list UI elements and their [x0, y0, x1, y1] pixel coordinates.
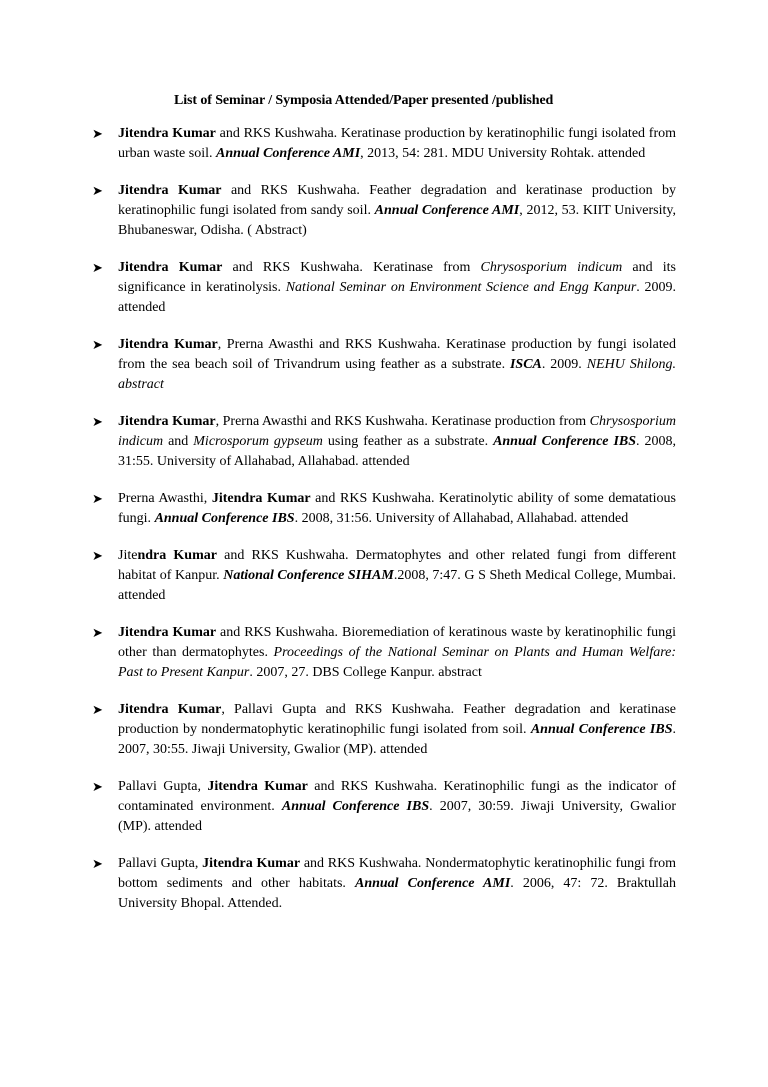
entry-author-bold: ndra Kumar — [137, 548, 217, 563]
entry-author-bold: Jitendra Kumar — [118, 260, 223, 275]
entry-pre: Pallavi Gupta, — [118, 856, 203, 871]
entry-text: . Bioremediation of keratinous waste by keratinophilic fungi other than dermatophytes. — [118, 625, 677, 660]
entry-tail: . 2008, 31:56. University of Allahabad, Allahabad. attended — [294, 511, 629, 526]
entry-author-bold: Jitendra Kumar — [118, 625, 217, 640]
entry-text: . Feather degradation and keratinase production by keratinophilic fungi isolated from sandy soil. — [118, 183, 676, 218]
entry-venue: Annual Conference IBS — [493, 434, 637, 449]
entry-authors: and RKS Kushwaha — [216, 548, 346, 563]
list-item — [92, 412, 676, 472]
entry-author-bold: Jitendra Kumar — [207, 779, 308, 794]
page-title: List of Seminar / Symposia Attended/Paper presented /published — [174, 93, 554, 108]
entry-venue: Annual Conference AMI — [354, 876, 511, 891]
entry-venue: Annual Conference AMI — [374, 203, 520, 218]
entry-venue: Annual Conference IBS — [154, 511, 295, 526]
arrow-bullet-icon: ➤ — [92, 491, 103, 506]
entry-tail: . 2007, 30:59. Jiwaji University, Gwalior (MP). attended — [118, 799, 676, 834]
list-item — [92, 124, 676, 164]
entry-authors: and RKS Kushwaha — [310, 491, 431, 506]
arrow-bullet-icon: ➤ — [92, 183, 103, 198]
entry-author-bold: Jitendra Kumar — [118, 126, 216, 141]
entry-tail: , 2012, 53. KIIT University, Bhubaneswar, Odisha. ( Abstract) — [118, 203, 677, 238]
arrow-bullet-icon: ➤ — [92, 856, 103, 871]
entry-text: . Keratinase production from — [424, 414, 590, 429]
entry-text: . Dermatophytes and other related fungi from different habitat of Kanpur. — [118, 548, 677, 583]
entry-pre: Jite — [118, 548, 138, 563]
entry-authors: , Prerna Awasthi and RKS Kushwaha — [217, 337, 437, 352]
list-item — [92, 854, 676, 914]
entry-venue: ISCA — [509, 357, 542, 372]
entry-italic: Microsporum gypseum — [193, 434, 323, 449]
entry-text: . Feather degradation and keratinase production by nondermatophytic keratinophilic fungi isolated from soil. — [118, 702, 676, 737]
entry-italic: Chrysosporium indicum — [480, 260, 623, 275]
entry-author-bold: Jitendra Kumar — [118, 702, 222, 717]
seminar-list — [92, 124, 676, 931]
entry-author-bold: Jitendra Kumar — [211, 491, 311, 506]
entry-tail: . 2007, 30:55. Jiwaji University, Gwalior (MP). attended — [118, 722, 676, 757]
entry-authors: and RKS Kushwaha — [221, 183, 357, 198]
arrow-bullet-icon: ➤ — [92, 260, 103, 275]
arrow-bullet-icon: ➤ — [92, 779, 103, 794]
list-item — [92, 546, 676, 606]
entry-authors: and RKS Kushwaha — [216, 625, 335, 640]
entry-venue: Annual Conference AMI — [215, 146, 361, 161]
entry-tail: . 2009. attended — [118, 280, 676, 315]
entry-author-bold: Jitendra Kumar — [118, 414, 216, 429]
entry-tail: , 2013, 54: 281. MDU University Rohtak. attended — [360, 146, 646, 161]
entry-text: . Keratinase production by fungi isolated from the sea beach soil of Trivandrum using feather as a substrate. — [118, 337, 676, 372]
entry-tail: .2008, 7:47. G S Sheth Medical College, Mumbai. attended — [118, 568, 676, 603]
entry-authors: and RKS Kushwaha — [222, 260, 360, 275]
entry-italic: Chrysosporium indicum — [118, 414, 677, 449]
entry-pre: Prerna Awasthi, — [118, 491, 212, 506]
entry-authors: , Pallavi Gupta and RKS Kushwaha — [221, 702, 451, 717]
entry-author-bold: Jitendra Kumar — [202, 856, 301, 871]
list-item — [92, 700, 676, 760]
arrow-bullet-icon: ➤ — [92, 625, 103, 640]
entry-text: . Keratinase from — [359, 260, 481, 275]
entry-text: . Keratinolytic ability of some dematatious fungi. — [118, 491, 676, 526]
arrow-bullet-icon: ➤ — [92, 702, 103, 717]
list-item — [92, 623, 676, 683]
arrow-bullet-icon: ➤ — [92, 414, 103, 429]
entry-text: . Nondermatophytic keratinophilic fungi from bottom sediments and other habitats. — [118, 856, 677, 891]
list-item — [92, 335, 676, 395]
arrow-bullet-icon: ➤ — [92, 337, 103, 352]
entry-text: and — [163, 434, 194, 449]
entry-authors: and RKS Kushwaha — [215, 126, 334, 141]
entry-tail: . 2009. — [541, 357, 587, 372]
entry-venue: National Conference SIHAM — [223, 568, 394, 583]
entry-text: using feather as a substrate. — [322, 434, 494, 449]
entry-venue-italic: National Seminar on Environment Science and Engg Kanpur — [285, 280, 637, 295]
entry-author-bold: Jitendra Kumar — [118, 337, 218, 352]
list-item — [92, 258, 676, 318]
entry-tail-italic: NEHU Shilong. abstract — [118, 357, 677, 392]
entry-text: . Keratinophilic fungi as the indicator of contaminated environment. — [118, 779, 676, 814]
entry-authors: and RKS Kushwaha — [300, 856, 418, 871]
entry-venue: Annual Conference IBS — [281, 799, 430, 814]
entry-text: . Keratinase production by keratinophilic fungi isolated from urban waste soil. — [118, 126, 677, 161]
entry-pre: Pallavi Gupta, — [118, 779, 208, 794]
entry-authors: , Prerna Awasthi and RKS Kushwaha — [215, 414, 425, 429]
arrow-bullet-icon: ➤ — [92, 126, 103, 141]
entry-tail: . 2007, 27. DBS College Kanpur. abstract — [249, 665, 482, 680]
entry-text: and its significance in keratinolysis. — [118, 260, 677, 295]
entry-author-bold: Jitendra Kumar — [118, 183, 222, 198]
list-item — [92, 777, 676, 837]
entry-tail: . 2006, 47: 72. Braktullah University Bhopal. Attended. — [118, 876, 676, 911]
entry-authors: and RKS Kushwaha — [307, 779, 434, 794]
arrow-bullet-icon: ➤ — [92, 548, 103, 563]
entry-venue-italic: Proceedings of the National Seminar on Plants and Human Welfare: Past to Present Kanpur — [118, 645, 677, 680]
entry-venue: Annual Conference IBS — [530, 722, 673, 737]
entry-tail: . 2008, 31:55. University of Allahabad, Allahabad. attended — [118, 434, 676, 469]
list-item — [92, 489, 676, 529]
list-item — [92, 181, 676, 241]
